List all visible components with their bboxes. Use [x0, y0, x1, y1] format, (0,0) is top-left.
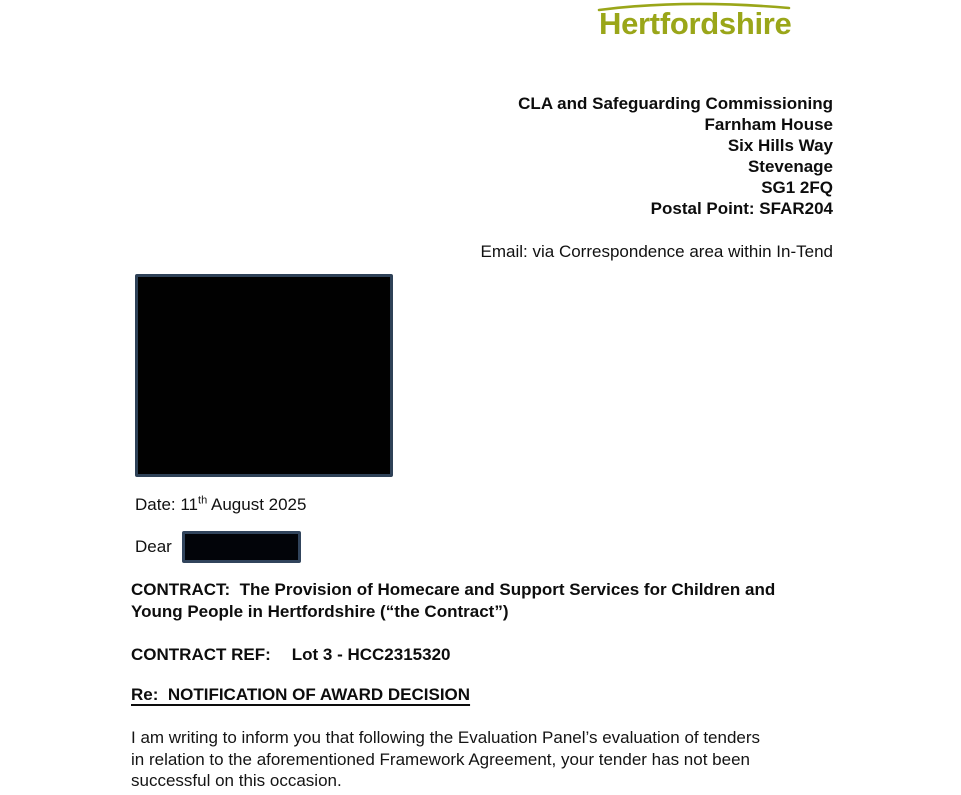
sender-address-block: [518, 93, 833, 219]
contract-title-line: Young People in Hertfordshire (“the Contract”): [131, 601, 509, 621]
date-ordinal: th: [198, 494, 208, 507]
contract-title-line: CONTRACT: The Provision of Homecare and Support Services for Children and: [131, 580, 776, 599]
contract-ref-value: Lot 3 - HCC2315320: [291, 645, 451, 664]
body-paragraph: [131, 727, 760, 792]
redaction-box-recipient: [182, 531, 301, 563]
contract-ref-line: [131, 644, 451, 665]
date-line: [135, 494, 306, 515]
sender-address-line: Stevenage: [747, 157, 833, 176]
logo-wordmark: Hertfordshire: [599, 6, 792, 41]
date-suffix: August 2025: [207, 495, 307, 514]
sender-address-line: CLA and Safeguarding Commissioning: [518, 94, 833, 113]
redaction-box-address: [135, 274, 393, 477]
sender-address-line: Farnham House: [704, 115, 833, 134]
subject-line: Re: NOTIFICATION OF AWARD DECISION: [131, 685, 471, 704]
contract-title: [131, 579, 775, 622]
sender-address-line: SG1 2FQ: [761, 178, 833, 197]
salutation-line: [135, 531, 301, 563]
sender-address-line: Six Hills Way: [727, 136, 833, 155]
sender-address-line: Postal Point: SFAR204: [650, 199, 833, 218]
body-line: I am writing to inform you that following the Evaluation Panel’s evaluation of tenders: [131, 728, 761, 747]
salutation-label: Dear: [135, 537, 172, 556]
contract-ref-label: CONTRACT REF:: [131, 645, 271, 664]
body-line: successful on this occasion.: [131, 771, 342, 790]
date-prefix: Date: 11: [135, 495, 199, 514]
body-line: in relation to the aforementioned Framework Agreement, your tender has not been: [131, 749, 750, 769]
email-contact-line: Email: via Correspondence area within In-Tend: [480, 242, 833, 261]
